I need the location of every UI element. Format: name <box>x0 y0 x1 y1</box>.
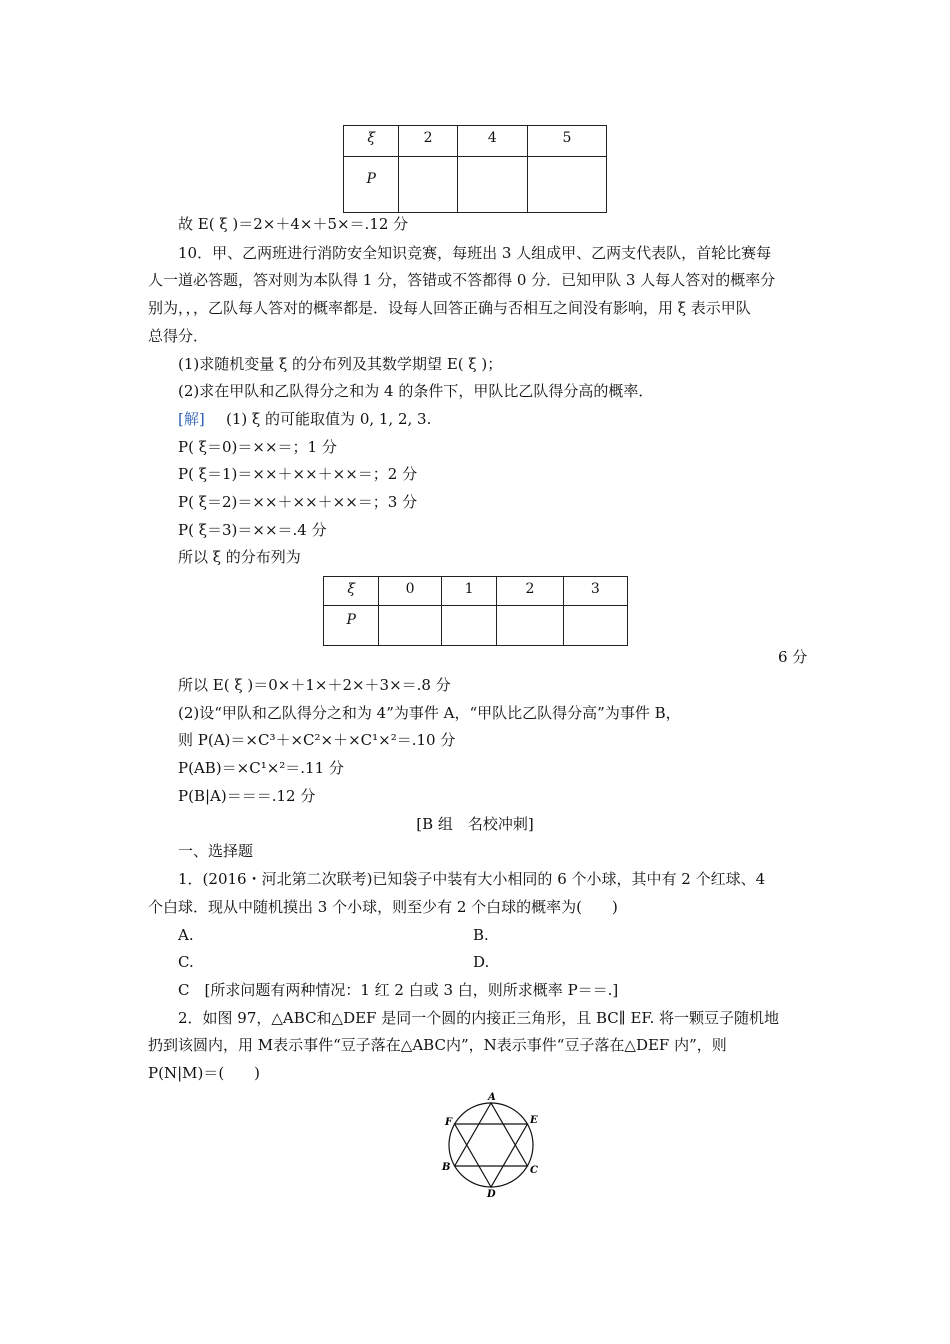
triangle-abc <box>455 1103 528 1166</box>
label-f: F <box>445 1117 453 1128</box>
solution-part-2-line-2: 则 P(A)＝×C³＋×C²×＋×C¹×²＝.10 分 <box>178 731 456 749</box>
table-row-label: P <box>324 606 379 646</box>
table-header-cell: ξ <box>344 126 399 157</box>
table-cell <box>527 157 606 213</box>
score-6: 6 分 <box>778 648 808 666</box>
section-heading: 一、选择题 <box>178 842 254 860</box>
option-d: D. <box>473 953 490 971</box>
solution-distribution-intro: 所以 ξ 的分布列为 <box>178 548 301 566</box>
question-10-line-1: 10．甲、乙两班进行消防安全知识竞赛，每班出 3 人组成甲、乙两支代表队，首轮比赛每 <box>178 244 772 262</box>
solution-line-1: (1) ξ 的可能取值为 0, 1, 2, 3. <box>226 410 432 428</box>
table-header-cell: 0 <box>379 577 441 606</box>
label-d: D <box>487 1189 496 1200</box>
expectation-line-2: 所以 E( ξ )＝0×＋1×＋2×＋3×＝.8 分 <box>178 676 451 694</box>
table-row-label: P <box>344 157 399 213</box>
solution-p2: P( ξ＝2)＝××＋××＋××＝；3 分 <box>178 493 418 511</box>
solution-part-2-line-1: (2)设“甲队和乙队得分之和为 4”为事件 A，“甲队比乙队得分高”为事件 B， <box>178 704 681 722</box>
table-cell <box>457 157 527 213</box>
table-header-cell: 4 <box>457 126 527 157</box>
label-b: B <box>442 1162 451 1173</box>
option-c: C. <box>178 953 194 971</box>
solution-part-2-line-4: P(B|A)＝＝＝.12 分 <box>178 787 316 805</box>
table-header-cell: 5 <box>527 126 606 157</box>
question-2-line-2: 扔到该圆内，用 M表示事件“豆子落在△ABC内”，N表示事件“豆子落在△DEF 内”，则 <box>148 1036 727 1054</box>
solution-p1: P( ξ＝1)＝××＋××＋××＝；2 分 <box>178 465 418 483</box>
table-cell <box>399 157 457 213</box>
distribution-table-1 <box>343 125 607 213</box>
question-1-answer: C [所求问题有两种情况：1 红 2 白或 3 白，则所求概率 P＝＝.] <box>178 981 619 999</box>
solution-p3: P( ξ＝3)＝××＝.4 分 <box>178 521 327 539</box>
question-10-line-3: 别为，，，乙队每人答对的概率都是．设每人回答正确与否相互之间没有影响，用 ξ 表示甲队 <box>148 299 751 317</box>
solution-p0: P( ξ＝0)＝××＝；1 分 <box>178 438 337 456</box>
circumcircle <box>449 1103 533 1187</box>
question-10-part-1: (1)求随机变量 ξ 的分布列及其数学期望 E( ξ )； <box>178 355 503 373</box>
table-header-cell: ξ <box>324 577 379 606</box>
option-b: B. <box>473 926 489 944</box>
label-c: C <box>530 1165 538 1176</box>
label-a: A <box>488 1092 496 1103</box>
table-cell <box>441 606 496 646</box>
question-10-line-2: 人一道必答题，答对则为本队得 1 分，答错或不答都得 0 分．已知甲队 3 人每人答对的概率分 <box>148 271 776 289</box>
table-cell <box>497 606 563 646</box>
hexagram-figure <box>438 1090 548 1200</box>
solution-tag: [解] <box>178 410 205 428</box>
triangle-def <box>455 1124 528 1187</box>
table-header-cell: 2 <box>497 577 563 606</box>
table-header-cell: 3 <box>563 577 627 606</box>
question-1-line-2: 个白球．现从中随机摸出 3 个小球，则至少有 2 个白球的概率为( ) <box>148 898 618 916</box>
table-cell <box>563 606 627 646</box>
question-10-line-4: 总得分． <box>148 327 209 345</box>
option-a: A. <box>178 926 194 944</box>
question-2-line-1: 2．如图 97，△ABC和△DEF 是同一个圆的内接正三角形，且 BC∥ EF. 将一颗豆子随机地 <box>178 1009 780 1027</box>
question-1-line-1: 1．(2016・河北第二次联考)已知袋子中装有大小相同的 6 个小球，其中有 2 个红球、4 <box>178 870 766 888</box>
question-10-part-2: (2)求在甲队和乙队得分之和为 4 的条件下，甲队比乙队得分高的概率． <box>178 382 654 400</box>
question-2-line-3: P(N|M)＝( ) <box>148 1064 261 1082</box>
label-e: E <box>530 1115 538 1126</box>
table-header-cell: 1 <box>441 577 496 606</box>
table-header-cell: 2 <box>399 126 457 157</box>
solution-part-2-line-3: P(AB)＝×C¹×²＝.11 分 <box>178 759 344 777</box>
table-cell <box>379 606 441 646</box>
group-title: [B 组 名校冲刺] <box>416 815 534 833</box>
expectation-line-1: 故 E( ξ )＝2×＋4×＋5×＝.12 分 <box>178 215 409 233</box>
distribution-table-2 <box>323 576 628 646</box>
